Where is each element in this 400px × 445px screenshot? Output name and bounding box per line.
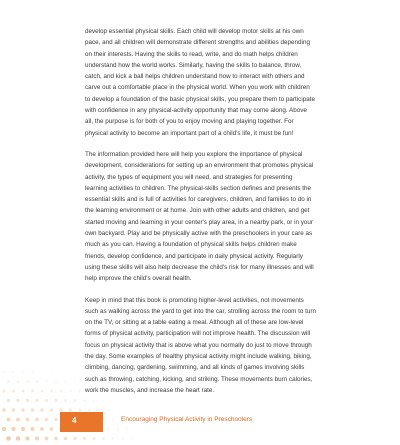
decorative-dot bbox=[2, 408, 6, 412]
decorative-dot bbox=[102, 399, 104, 401]
decorative-dot bbox=[112, 418, 114, 420]
decorative-dot bbox=[50, 408, 53, 411]
decorative-dot bbox=[69, 390, 72, 393]
decorative-dot bbox=[26, 380, 29, 383]
decorative-dot bbox=[11, 427, 15, 431]
decorative-dot bbox=[55, 399, 58, 402]
decorative-dot bbox=[98, 390, 100, 392]
decorative-dot bbox=[12, 408, 16, 412]
decorative-dot bbox=[16, 399, 19, 402]
decorative-dot bbox=[93, 437, 96, 440]
decorative-dot bbox=[45, 380, 47, 382]
decorative-dot bbox=[31, 371, 33, 373]
decorative-dot bbox=[112, 437, 115, 440]
decorative-dot bbox=[102, 437, 105, 440]
decorative-dot bbox=[88, 390, 90, 392]
running-title: Encouraging Physical Activity in Preschoolers bbox=[121, 416, 253, 423]
decorative-dot bbox=[107, 409, 109, 411]
decorative-dot bbox=[25, 436, 29, 440]
decorative-dot bbox=[35, 418, 39, 422]
decorative-dot bbox=[64, 399, 67, 402]
decorative-dot bbox=[117, 409, 119, 411]
decorative-dot bbox=[83, 437, 86, 440]
decorative-dot bbox=[35, 399, 38, 402]
decorative-dot bbox=[22, 390, 25, 393]
decorative-dot bbox=[40, 408, 43, 411]
decorative-dot bbox=[112, 399, 114, 401]
decorative-dot bbox=[40, 427, 44, 431]
decorative-dot bbox=[74, 380, 76, 382]
decorative-dot bbox=[45, 418, 49, 422]
decorative-dot bbox=[74, 399, 77, 402]
decorative-dot bbox=[36, 380, 39, 383]
decorative-dot bbox=[31, 408, 34, 411]
decorative-dot bbox=[26, 418, 30, 422]
decorative-dot bbox=[107, 428, 110, 431]
decorative-dot bbox=[126, 428, 128, 430]
decorative-dot bbox=[126, 409, 128, 411]
decorative-dot-pattern bbox=[0, 368, 135, 445]
decorative-dot bbox=[16, 436, 20, 440]
decorative-dot bbox=[22, 371, 24, 373]
decorative-dot bbox=[41, 390, 44, 393]
decorative-dot bbox=[41, 371, 43, 373]
decorative-dot bbox=[2, 427, 6, 431]
decorative-dot bbox=[88, 409, 91, 412]
decorative-dot bbox=[12, 390, 15, 393]
decorative-dot bbox=[83, 399, 86, 402]
decorative-dot bbox=[35, 436, 39, 440]
paragraph: The information provided here will help you explore the importance of physical development, considerations for setting up an environment that promotes physical activity, the types of equipment you will need, and strategies for presenting learning activities to children. The physical-skills section defines and presents the essential skills and is full of activities for caregivers, children, and families to do in the learning environment or at home. Join with other adults and children, and get started moving and learning in your center's play area, in a nearby park, or in your own backyard. Play and be physically active with the preschoolers in your care as much as you can. Having a foundation of physical skills helps children make friends, develop confidence, and participate in daily physical activity. Regularly using these skills will also help decrease the child's risk for many illnesses and will help improve the child's overall health. bbox=[85, 150, 314, 283]
decorative-dot bbox=[54, 418, 57, 421]
page-number: 4 bbox=[72, 416, 77, 425]
decorative-dot bbox=[7, 380, 10, 383]
decorative-dot bbox=[7, 418, 11, 422]
decorative-dot bbox=[54, 437, 58, 441]
decorative-dot bbox=[16, 418, 20, 422]
decorative-dot bbox=[98, 409, 101, 412]
paragraph: develop essential physical skills. Each child will develop motor skills at his own pace, and all children will demonstrate different strengths and abilities depending on their interests. Having the skills to read, write, and do math helps children understand how the world works. Similarly, having the skills to balance, throw, catch, and kick a ball helps children understand how to interact with others and carve out a comfortable place in the physical world. When you work with children to develop a foundation of the basic physical skills, you prepare them to participate with confidence in any physical-activity opportunity that may come along. Above all, the purpose is for both of you to enjoy moving and playing together. For physical activity to become an important part of a child's life, it must be fun! bbox=[85, 28, 315, 137]
page-number-tab bbox=[60, 412, 103, 432]
decorative-dot bbox=[93, 399, 95, 401]
decorative-dot bbox=[73, 437, 76, 440]
decorative-dot bbox=[50, 390, 53, 393]
decorative-dot bbox=[3, 371, 5, 373]
body-text bbox=[85, 26, 316, 406]
decorative-dot bbox=[64, 437, 68, 441]
decorative-dot bbox=[117, 428, 119, 430]
decorative-dot bbox=[64, 380, 66, 382]
decorative-dot bbox=[79, 390, 81, 392]
decorative-dot bbox=[79, 409, 82, 412]
decorative-dot bbox=[3, 390, 6, 393]
decorative-dot bbox=[83, 380, 85, 382]
decorative-dot bbox=[30, 427, 34, 431]
decorative-dot bbox=[6, 436, 11, 441]
paragraph: Keep in mind that this book is promoting higher-level activities, not movements such as walking across the yard to get into the car, strolling across the room to turn on the TV, or sitting at a table eating a meal. Although all of these are low-level forms of physical activity, participation will not improve health. The discussion will focus on physical activity that is above what you normally do just to move through the day. Some examples of healthy physical activity might include walking, biking, climbing, dancing, gardening, swimming, and all kinds of games involving skills such as throwing, catching, kicking, and striking. These movements burn calories, work the muscles, and increase the heart rate. bbox=[85, 296, 316, 394]
decorative-dot bbox=[31, 390, 34, 393]
decorative-dot bbox=[50, 371, 52, 373]
decorative-dot bbox=[7, 399, 10, 402]
decorative-dot bbox=[121, 437, 123, 439]
decorative-dot bbox=[131, 437, 133, 439]
decorative-dot bbox=[55, 380, 57, 382]
decorative-dot bbox=[50, 427, 54, 431]
decorative-dot bbox=[12, 371, 14, 373]
decorative-dot bbox=[21, 427, 25, 431]
decorative-dot bbox=[21, 408, 25, 412]
decorative-dot bbox=[17, 380, 20, 383]
decorative-dot bbox=[60, 390, 63, 393]
decorative-dot bbox=[45, 399, 48, 402]
decorative-dot bbox=[45, 437, 49, 441]
decorative-dot bbox=[26, 399, 29, 402]
